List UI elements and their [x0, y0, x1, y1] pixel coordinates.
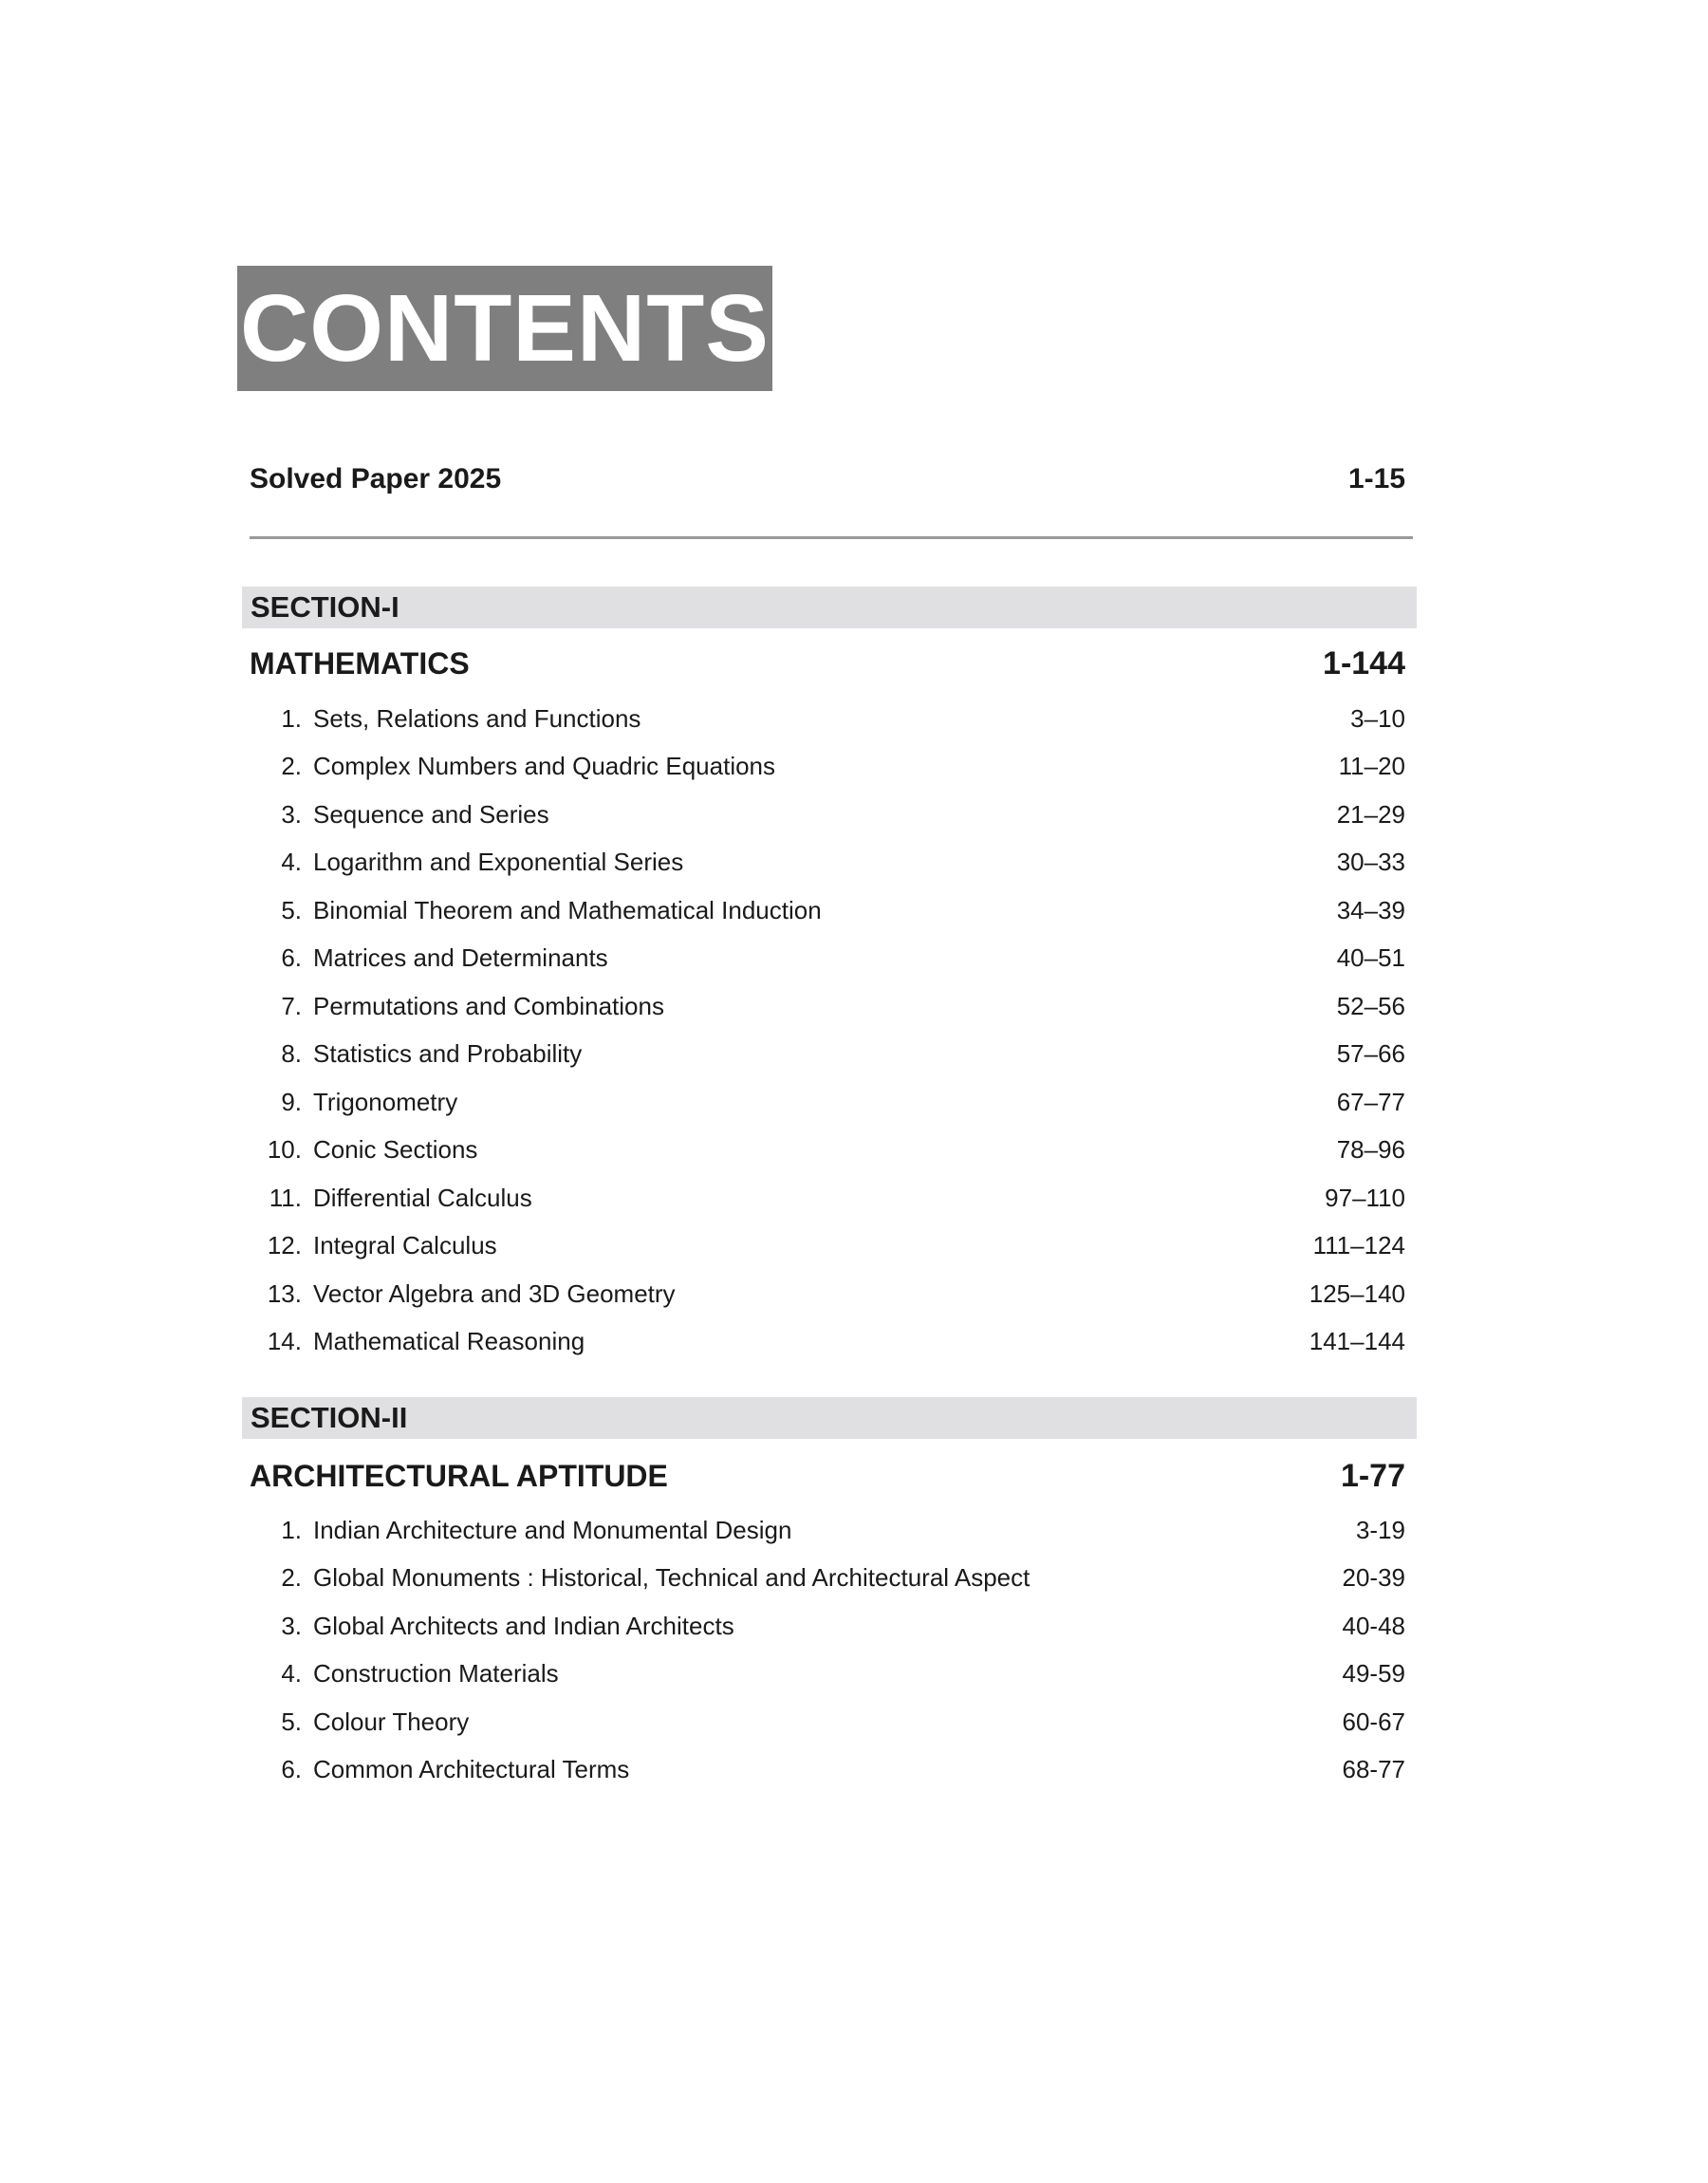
chapter-row[interactable]: [250, 1746, 1405, 1795]
chapter-title: Differential Calculus: [313, 1183, 532, 1212]
chapter-title: Logarithm and Exponential Series: [313, 848, 684, 877]
chapter-number: 14.: [267, 1327, 302, 1356]
chapter-title: Indian Architecture and Monumental Design: [313, 1515, 792, 1544]
contents-banner: [237, 266, 772, 391]
chapter-pages: 125–140: [1309, 1278, 1405, 1308]
chapter-pages: 20-39: [1342, 1563, 1405, 1593]
chapter-title: Common Architectural Terms: [313, 1755, 630, 1784]
chapter-title: Complex Numbers and Quadric Equations: [313, 752, 776, 781]
chapter-row[interactable]: [250, 1506, 1405, 1555]
chapter-number: 5.: [281, 1707, 302, 1736]
chapter-number: 6.: [281, 943, 302, 973]
chapter-number: 1.: [281, 703, 302, 733]
chapter-pages: 52–56: [1336, 991, 1405, 1020]
chapter-title: Binomial Theorem and Mathematical Induction: [313, 895, 822, 924]
chapter-pages: 3–10: [1350, 703, 1405, 733]
chapter-row[interactable]: [250, 743, 1405, 792]
chapter-pages: 68-77: [1342, 1755, 1405, 1784]
solved-paper-label: Solved Paper 2025: [250, 463, 502, 494]
chapter-pages: 34–39: [1336, 895, 1405, 924]
section-bar-1: [242, 587, 1417, 628]
chapter-row[interactable]: [250, 1602, 1405, 1651]
chapter-title: Permutations and Combinations: [313, 991, 664, 1020]
section-bar-2: [242, 1397, 1417, 1439]
divider-rule: [250, 536, 1413, 539]
chapter-number: 11.: [269, 1183, 302, 1212]
chapter-pages: 3-19: [1355, 1515, 1405, 1544]
chapter-pages: 40-48: [1342, 1611, 1405, 1640]
chapter-number: 12.: [267, 1231, 302, 1260]
chapter-number: 2.: [281, 752, 302, 781]
chapter-row[interactable]: [250, 1031, 1405, 1079]
chapter-row[interactable]: [250, 935, 1405, 983]
chapter-list-architectural-aptitude: [250, 1506, 1405, 1794]
chapter-pages: 78–96: [1336, 1135, 1405, 1165]
chapter-row[interactable]: [250, 886, 1405, 935]
subject-range: 1-144: [1323, 645, 1405, 681]
chapter-number: 9.: [281, 1087, 302, 1116]
chapter-pages: 49-59: [1342, 1659, 1405, 1689]
chapter-list-mathematics: [250, 695, 1405, 1366]
chapter-number: 7.: [281, 991, 302, 1020]
subject-row-mathematics[interactable]: [250, 645, 1405, 682]
chapter-number: 6.: [281, 1755, 302, 1784]
chapter-title: Sequence and Series: [313, 799, 549, 829]
chapter-row[interactable]: [250, 695, 1405, 743]
subject-title: MATHEMATICS: [250, 646, 470, 681]
chapter-row[interactable]: [250, 1078, 1405, 1127]
chapter-title: Matrices and Determinants: [313, 943, 608, 973]
chapter-number: 13.: [267, 1278, 302, 1308]
chapter-row[interactable]: [250, 1318, 1405, 1367]
chapter-row[interactable]: [250, 1127, 1405, 1175]
chapter-title: Global Monuments : Historical, Technical and Architectural Aspect: [313, 1563, 1030, 1593]
chapter-number: 1.: [281, 1515, 302, 1544]
chapter-number: 3.: [281, 799, 302, 829]
chapter-row[interactable]: [250, 839, 1405, 887]
chapter-number: 4.: [281, 848, 302, 877]
chapter-title: Trigonometry: [313, 1087, 458, 1116]
chapter-number: 8.: [281, 1039, 302, 1069]
subject-row-architectural-aptitude[interactable]: [250, 1458, 1405, 1495]
chapter-row[interactable]: [250, 1270, 1405, 1318]
chapter-title: Statistics and Probability: [313, 1039, 583, 1069]
chapter-title: Vector Algebra and 3D Geometry: [313, 1278, 676, 1308]
page-title: CONTENTS: [240, 275, 770, 382]
chapter-title: Conic Sections: [313, 1135, 478, 1165]
chapter-number: 5.: [281, 895, 302, 924]
chapter-pages: 30–33: [1336, 848, 1405, 877]
chapter-pages: 11–20: [1338, 752, 1405, 781]
chapter-row[interactable]: [250, 1555, 1405, 1603]
chapter-title: Mathematical Reasoning: [313, 1327, 585, 1356]
chapter-row[interactable]: [250, 791, 1405, 839]
chapter-title: Integral Calculus: [313, 1231, 497, 1260]
chapter-title: Construction Materials: [313, 1659, 559, 1689]
chapter-number: 10.: [267, 1135, 302, 1165]
chapter-row[interactable]: [250, 982, 1405, 1031]
chapter-number: 3.: [281, 1611, 302, 1640]
chapter-pages: 21–29: [1336, 799, 1405, 829]
chapter-row[interactable]: [250, 1698, 1405, 1746]
section-label: SECTION-II: [251, 1401, 408, 1434]
section-label: SECTION-I: [251, 590, 399, 624]
chapter-pages: 141–144: [1309, 1327, 1405, 1356]
chapter-row[interactable]: [250, 1651, 1405, 1699]
chapter-title: Colour Theory: [313, 1707, 470, 1736]
subject-range: 1-77: [1340, 1458, 1405, 1494]
solved-paper-pages: 1-15: [1347, 463, 1405, 494]
chapter-pages: 57–66: [1336, 1039, 1405, 1069]
chapter-row[interactable]: [250, 1174, 1405, 1222]
chapter-pages: 111–124: [1312, 1231, 1405, 1260]
chapter-pages: 97–110: [1325, 1183, 1405, 1212]
chapter-title: Sets, Relations and Functions: [313, 703, 641, 733]
solved-paper-row[interactable]: [250, 463, 1405, 495]
chapter-number: 4.: [281, 1659, 302, 1689]
chapter-pages: 60-67: [1342, 1707, 1405, 1736]
chapter-row[interactable]: [250, 1222, 1405, 1271]
subject-title: ARCHITECTURAL APTITUDE: [250, 1459, 668, 1493]
chapter-pages: 67–77: [1336, 1087, 1405, 1116]
chapter-pages: 40–51: [1336, 943, 1405, 973]
chapter-number: 2.: [281, 1563, 302, 1593]
chapter-title: Global Architects and Indian Architects: [313, 1611, 734, 1640]
